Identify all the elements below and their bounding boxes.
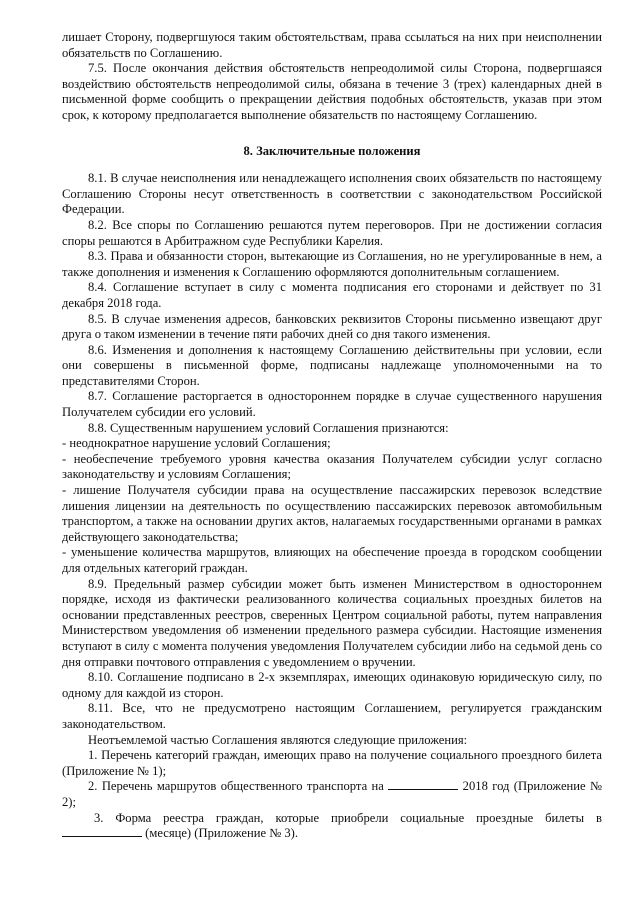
clause-8-9: 8.9. Предельный размер субсидии может быть изменен Министерством в одностороннем порядке, исходя из фактически реализованного количества социальных проездных билетов на основании представленных реестров, сверенных Центром социальной работы, путем направления Министерством уведомления об изменении предельного размера субсидии. Настоящие изменения вступают в силу с момента получения уведомления Получателем субсидии либо на седьмой день со дня отправки почтового отправления с уведомлением о вручении.: [62, 576, 602, 669]
fill-in-blank-year: [388, 779, 458, 790]
paragraph-continued: лишает Сторону, подвергшуюся таким обстоятельствам, права ссылаться на них при неисполнении обязательств по Соглашению.: [62, 30, 602, 60]
clause-8-1: 8.1. В случае неисполнения или ненадлежащего исполнения своих обязательств по настоящему Соглашению Стороны несут ответственность в соответствии с законодательством Российской Федерации.: [62, 171, 602, 217]
appendix-1: 1. Перечень категорий граждан, имеющих право на получение социального проездного билета (Приложение № 1);: [62, 748, 602, 778]
clause-7-5: 7.5. После окончания действия обстоятельств непреодолимой силы Сторона, подвергшаяся воздействию обстоятельств непреодолимой силы, обязана в течение 3 (трех) календарных дней в письменной форме сообщить о прекращении действия подобных обстоятельств, указав при этом срок, к которому предполагается выполнение обязательств по настоящему Соглашению.: [62, 61, 602, 122]
clause-8-5: 8.5. В случае изменения адресов, банковских реквизитов Стороны письменно извещают друг друга о таком изменении в течение пяти рабочих дней со дня такого изменения.: [62, 311, 602, 342]
appendices-intro: Неотъемлемой частью Соглашения являются следующие приложения:: [88, 732, 468, 747]
clause-8-2: 8.2. Все споры по Соглашению решаются путем переговоров. При не достижении согласия споры решаются в Арбитражном суде Республики Карелия.: [62, 217, 602, 248]
clause-8-8: 8.8. Существенным нарушением условий Соглашения признаются:: [88, 420, 449, 435]
appendix-2: [62, 779, 602, 810]
appendix-2-text-before: 2. Перечень маршрутов общественного транспорта на: [88, 779, 384, 794]
violation-item: - неоднократное нарушение условий Соглашения;: [62, 436, 331, 451]
clause-8-11: 8.11. Все, что не предусмотрено настоящим Соглашением, регулируется гражданским законодательством.: [62, 701, 602, 731]
appendix-3-text-before: 3. Форма реестра граждан, которые приобрели социальные проездные билеты в: [94, 810, 602, 825]
clause-8-7: 8.7. Соглашение расторгается в одностороннем порядке в случае существенного нарушения Получателем субсидии его условий.: [62, 389, 602, 420]
clause-8-4: 8.4. Соглашение вступает в силу с момента подписания его сторонами и действует по 31 декабря 2018 года.: [62, 280, 602, 310]
clause-8-6: 8.6. Изменения и дополнения к настоящему Соглашению действительны при условии, если они совершены в письменной форме, подписаны надлежаще уполномоченными на то представителями Сторон.: [62, 342, 602, 388]
appendix-3-text-after: (месяце) (Приложение № 3).: [145, 826, 299, 841]
section-title: 8. Заключительные положения: [243, 143, 421, 158]
violation-item: - необеспечение требуемого уровня качества оказания Получателем субсидии услуг согласно законодательству и условиям Соглашения;: [62, 451, 602, 482]
clause-8-10: 8.10. Соглашение подписано в 2-х экземплярах, имеющих одинаковую юридическую силу, по одному для каждой из сторон.: [62, 670, 602, 700]
appendix-2-text-after: 2018 год (Приложение № 2);: [62, 779, 602, 809]
clause-8-3: 8.3. Права и обязанности сторон, вытекающие из Соглашения, но не урегулированные в нем, а также дополнения и изменения к Соглашению оформляются дополнительным соглашением.: [62, 249, 602, 279]
violation-item: - лишение Получателя субсидии права на осуществление пассажирских перевозок вследствие лишения лицензии на деятельность по осуществлению пассажирских перевозок автомобильным транспортом, а также на основании других актов, налагаемых государственными органами в рамках действующего законодательства;: [62, 483, 602, 544]
violation-item: - уменьшение количества маршрутов, влияющих на обеспечение проезда в городском сообщении для отдельных категорий граждан.: [62, 545, 602, 575]
fill-in-blank-month: [62, 826, 142, 837]
appendix-3: [62, 811, 602, 842]
